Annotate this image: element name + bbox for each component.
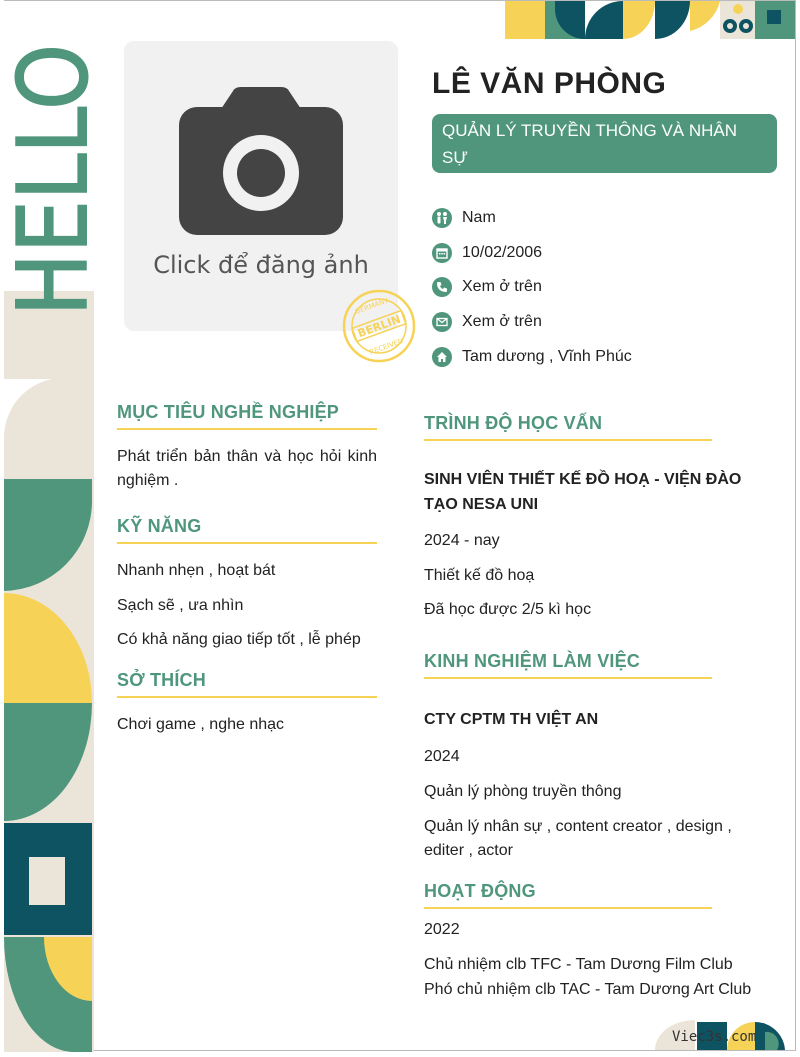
photo-upload-label: Click để đăng ảnh [153, 251, 369, 279]
info-birthday [432, 236, 632, 271]
activity-item[interactable]: Chủ nhiệm clb TFC - Tam Dương Film Club [424, 956, 733, 973]
experience-role[interactable]: Quản lý phòng truyền thông [424, 783, 622, 800]
skill-item[interactable]: Nhanh nhẹn , hoạt bát [117, 562, 276, 579]
top-decoration [505, 1, 795, 39]
activities-heading: HOẠT ĐỘNG [424, 881, 712, 909]
berlin-stamp-icon [341, 288, 417, 364]
hobby-item[interactable]: Chơi game , nghe nhạc [117, 716, 285, 733]
job-title-box[interactable]: QUẢN LÝ TRUYỀN THÔNG VÀ NHÂN SỰ [432, 114, 777, 173]
education-major[interactable]: Thiết kế đồ hoạ [424, 567, 535, 584]
phone-value[interactable]: Xem ở trên [462, 278, 542, 296]
stamp-top-text: GERMANY [353, 296, 390, 317]
info-address [432, 339, 632, 374]
education-heading: TRÌNH ĐỘ HỌC VẤN [424, 413, 712, 441]
calendar-icon [432, 243, 452, 263]
experience-heading: KINH NGHIỆM LÀM VIỆC [424, 651, 712, 679]
geometric-pattern-top [505, 1, 795, 39]
stamp-center-text: BERLIN [355, 312, 403, 341]
candidate-name[interactable]: LÊ VĂN PHÒNG [432, 67, 667, 100]
experience-duties[interactable]: Quản lý nhân sự , content creator , design , editer , actor [424, 818, 732, 859]
svg-text:HELLO: HELLO [1, 23, 106, 316]
education-note[interactable]: Đã học được 2/5 kì học [424, 601, 592, 618]
skills-heading: KỸ NĂNG [117, 516, 377, 544]
stamp-bottom-text: RECEIVED [368, 336, 405, 357]
address-value[interactable]: Tam dương , Vĩnh Phúc [462, 347, 632, 365]
personal-info [432, 201, 632, 374]
experience-year[interactable]: 2024 [424, 748, 460, 765]
skill-item[interactable]: Có khả năng giao tiếp tốt , lễ phép [117, 631, 361, 648]
info-gender [432, 201, 632, 236]
email-value[interactable]: Xem ở trên [462, 313, 542, 331]
info-phone [432, 270, 632, 305]
gender-value[interactable]: Nam [462, 209, 496, 227]
phone-icon [432, 277, 452, 297]
experience-company[interactable]: CTY CPTM TH VIỆT AN [424, 711, 599, 728]
watermark-text: Viec3s.com [672, 1029, 757, 1045]
education-school[interactable]: SINH VIÊN THIẾT KẾ ĐỒ HOẠ - VIỆN ĐÀO TẠO NESA UNI [424, 471, 742, 513]
mail-icon [432, 312, 452, 332]
info-email [432, 305, 632, 340]
hobbies-heading: SỞ THÍCH [117, 670, 377, 698]
objective-heading: MỤC TIÊU NGHỀ NGHIỆP [117, 402, 377, 430]
birthday-value[interactable]: 10/02/2006 [462, 243, 543, 261]
left-decoration [1, 1, 106, 1052]
skill-item[interactable]: Sạch sẽ , ưa nhìn [117, 597, 244, 614]
camera-icon [179, 87, 343, 237]
activity-item[interactable]: Phó chủ nhiệm clb TAC - Tam Dương Art Club [424, 981, 752, 998]
gender-icon [432, 208, 452, 228]
education-period[interactable]: 2024 - nay [424, 532, 500, 549]
activities-year[interactable]: 2022 [424, 921, 460, 938]
home-icon [432, 347, 452, 367]
cv-page [1, 0, 796, 1051]
hello-vertical-text [1, 23, 106, 316]
objective-text[interactable]: Phát triển bản thân và học hỏi kinh nghiệm . [117, 448, 377, 489]
